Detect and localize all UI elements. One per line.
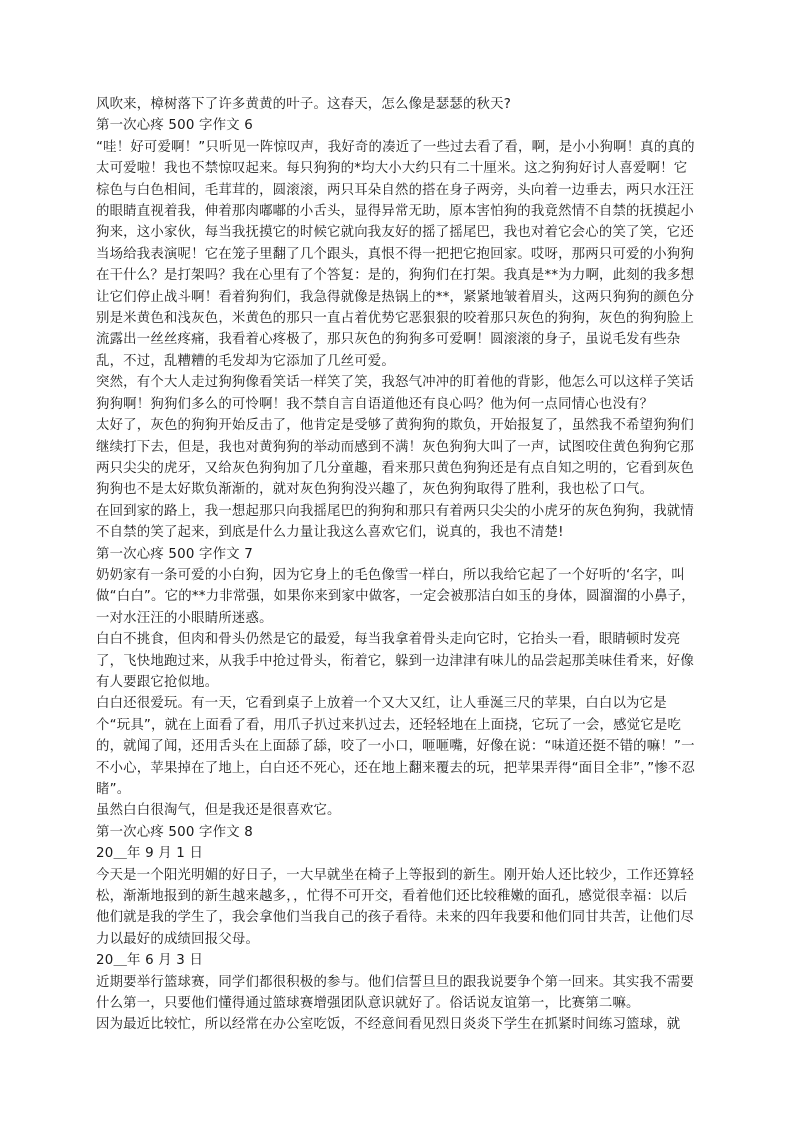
paragraph: 虽然白白很淘气，但是我还是很喜欢它。 [96,803,341,819]
diary-date: 20＿年 6 月 3 日 [96,953,204,969]
paragraph: 今天是一个阳光明媚的好日子，一大早就坐在椅子上等报到的新生。刚开始人还比较少，工作还算轻松，渐渐地报到的新生越来越多，，忙得不可开交，看着他们还比较稚嫩的面孔，感觉很幸福：以后他们就是我的学生了，我会拿他们当我自己的孩子看待。未来的四年我要和他们同甘共苦，让他们尽力以最好的成绩回报父母。 [96,867,694,947]
paragraph: 近期要举行篮球赛，同学们都很积极的参与。他们信誓旦旦的跟我说要争个第一回来。其实我不需要什么第一，只要他们懂得通过篮球赛增强团队意识就好了。俗话说友谊第一，比赛第二嘛。 [96,974,694,1012]
diary-date: 20＿年 9 月 1 日 [96,846,204,862]
paragraph: 在回到家的路上，我一想起那只向我摇尾巴的狗狗和那只有着两只尖尖的小虎牙的灰色狗狗，我就情不自禁的笑了起来，到底是什么力量让我这么喜欢它们，说真的，我也不清楚! [96,503,694,541]
paragraph: 白白还很爱玩。有一天，它看到桌子上放着一个又大又红，让人垂涎三尺的苹果，白白以为它是个“玩具”，就在上面看了看，用爪子扒过来扒过去，还轻轻地在上面挠，它玩了一会，感觉它是吃的，就闻了闻，还用舌头在上面舔了舔，咬了一小口，咂咂嘴，好像在说：“味道还挺不错的嘛！”一不小心，苹果掉在了地上，白白还不死心，还在地上翻来覆去的玩，把苹果弄得“面目全非”，”惨不忍睹”。 [96,696,696,797]
essay-heading: 第一次心疼 500 字作文 8 [96,824,253,840]
paragraph: 太好了，灰色的狗狗开始反击了，他肯定是受够了黄狗狗的欺负，开始报复了，虽然我不希望狗狗们继续打下去，但是，我也对黄狗狗的举动而感到不满！灰色狗狗大叫了一声，试图咬住黄色狗狗它那两只尖尖的虎牙，又给灰色狗狗加了几分童趣，看来那只黄色狗狗还是有点自知之明的，它看到灰色狗狗也不是太好欺负渐渐的，就对灰色狗狗没兴趣了，灰色狗狗取得了胜利，我也松了口气。 [96,418,694,498]
document-body [96,94,700,1036]
essay-heading: 第一次心疼 500 字作文 7 [96,546,253,562]
paragraph: “哇！好可爱啊！”只听见一阵惊叹声，我好奇的凑近了一些过去看了看，啊，是小小狗啊！真的真的太可爱啦！我也不禁惊叹起来。每只狗狗的*均大小大约只有二十厘米。这之狗狗好讨人喜爱啊！它棕色与白色相间，毛茸茸的，圆滚滚，两只耳朵自然的搭在身子两旁，头向着一边垂去，两只水汪汪的眼睛直视着我，伸着那肉嘟嘟的小舌头，显得异常无助，原本害怕狗的我竟然情不自禁的抚摸起小狗来，这小家伙，每当我抚摸它的时候它就向我友好的摇了摇尾巴，我也对着它会心的笑了笑，它还当场给我表演呢！它在笼子里翻了几个跟头，真恨不得一把把它抱回家。哎呀，那两只可爱的小狗狗在干什么？是打架吗？我在心里有了个答复：是的，狗狗们在打架。我真是**为力啊，此刻的我多想让它们停止战斗啊！看着狗狗们，我急得就像是热锅上的**，紧紧地皱着眉头，这两只狗狗的颜色分别是米黄色和浅灰色，米黄色的那只一直占着优势它恶狠狠的咬着那只灰色的狗狗，灰色的狗狗脸上流露出一丝丝疼痛，我看着心疼极了，那只灰色的狗狗多可爱啊！圆滚滚的身子，虽说毛发有些杂乱，不过，乱糟糟的毛发却为它添加了几丝可爱。 [96,139,695,369]
paragraph: 奶奶家有一条可爱的小白狗，因为它身上的毛色像雪一样白，所以我给它起了一个好听的‘名字，叫做“白白”。它的**力非常强，如果你来到家中做客，一定会被那洁白如玉的身体，圆溜溜的小鼻子，一对水汪汪的小眼睛所迷惑。 [96,567,695,626]
paragraph: 白白不挑食，但肉和骨头仍然是它的最爱，每当我拿着骨头走向它时，它抬头一看，眼睛顿时发亮了，飞快地跑过来，从我手中抢过骨头，衔着它，躲到一边津津有味儿的品尝起那美味佳肴来，好像有人要跟它抢似地。 [96,632,694,690]
essay-heading: 第一次心疼 500 字作文 6 [96,118,253,134]
paragraph: 因为最近比较忙，所以经常在办公室吃饭，不经意间看见烈日炎炎下学生在抓紧时间练习篮球，就 [96,1017,681,1033]
paragraph: 风吹来，樟树落下了许多黄黄的叶子。这春天，怎么像是瑟瑟的秋天? [96,97,512,112]
paragraph: 突然，有个大人走过狗狗像看笑话一样笑了笑，我怒气冲冲的盯着他的背影，他怎么可以这样子笑话狗狗啊！狗狗们多么的可怜啊！我不禁自言自语道他还有良心吗？他为何一点同情心也没有？ [96,375,694,412]
